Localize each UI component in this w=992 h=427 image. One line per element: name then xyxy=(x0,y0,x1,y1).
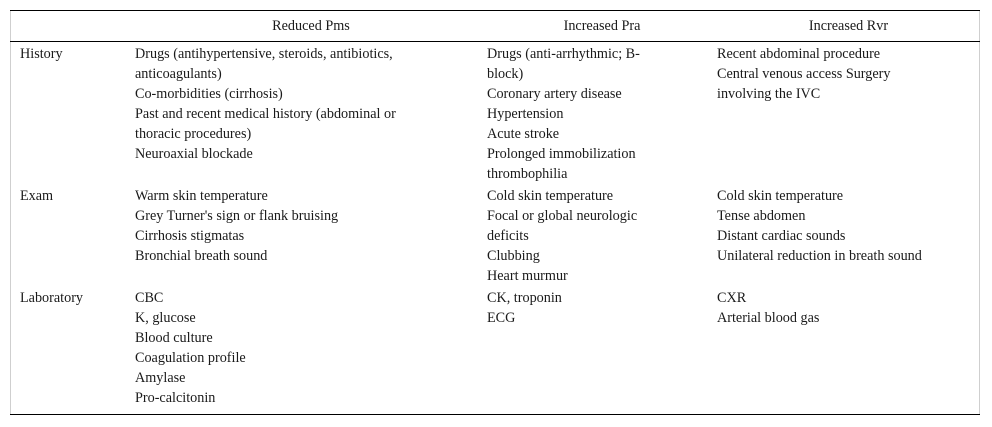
cell-line: K, glucose xyxy=(135,310,196,326)
cell-line: Cirrhosis stigmatas xyxy=(135,228,245,244)
row-exam xyxy=(10,184,980,286)
cell-line: Neuroaxial blockade xyxy=(135,146,253,162)
cell-line: Distant cardiac sounds xyxy=(717,228,846,244)
cell-line: Cold skin temperature xyxy=(487,188,614,204)
cell-line: ECG xyxy=(487,310,516,326)
header-increased-rvr: Increased Rvr xyxy=(808,18,889,34)
cell xyxy=(135,286,487,415)
cell-line: Bronchial breath sound xyxy=(135,248,268,264)
cell-line: Cold skin temperature xyxy=(717,188,844,204)
cell-line: CXR xyxy=(717,290,747,306)
row-laboratory xyxy=(10,286,980,415)
header-row xyxy=(10,11,980,42)
cell-line: Heart murmur xyxy=(487,268,568,284)
cell-line: Acute stroke xyxy=(487,126,560,142)
cell xyxy=(487,286,717,415)
cell-line: Focal or global neurologic xyxy=(487,208,638,224)
cell xyxy=(717,42,980,185)
row-label: Exam xyxy=(20,188,54,204)
cell-line: Tense abdomen xyxy=(717,208,806,224)
cell-line: Coagulation profile xyxy=(135,350,246,366)
cell-line: Coronary artery disease xyxy=(487,86,622,102)
cell-line: Pro-calcitonin xyxy=(135,390,216,406)
row-label: History xyxy=(20,46,63,62)
cell-line: involving the IVC xyxy=(717,86,821,102)
cell-line: Hypertension xyxy=(487,106,564,122)
cell xyxy=(135,184,487,286)
cell-line: Prolonged immobilization xyxy=(487,146,636,162)
cell-line: block) xyxy=(487,66,524,82)
cell xyxy=(717,184,980,286)
cell-line: CK, troponin xyxy=(487,290,562,306)
cell-line: Amylase xyxy=(135,370,186,386)
header-increased-pra: Increased Pra xyxy=(563,18,641,34)
cell xyxy=(487,42,717,185)
cell-line: Co-morbidities (cirrhosis) xyxy=(135,86,283,102)
cell-line: Clubbing xyxy=(487,248,540,264)
cell-line: thoracic procedures) xyxy=(135,126,252,142)
cell-line: Warm skin temperature xyxy=(135,188,268,204)
row-history xyxy=(10,42,980,185)
cell-line: Arterial blood gas xyxy=(717,310,820,326)
cell-line: Past and recent medical history (abdominal or xyxy=(135,106,396,122)
clinical-table xyxy=(10,10,980,415)
cell-line: Recent abdominal procedure xyxy=(717,46,881,62)
cell-line: deficits xyxy=(487,228,529,244)
cell-line: Blood culture xyxy=(135,330,213,346)
header-empty xyxy=(10,11,135,42)
cell-line: Central venous access Surgery xyxy=(717,66,891,82)
cell-line: Drugs (anti-arrhythmic; B- xyxy=(487,46,640,62)
cell-line: Unilateral reduction in breath sound xyxy=(717,248,922,264)
cell-line: thrombophilia xyxy=(487,166,568,182)
cell-line: Grey Turner's sign or flank bruising xyxy=(135,208,339,224)
row-label: Laboratory xyxy=(20,290,84,306)
cell xyxy=(487,184,717,286)
cell xyxy=(717,286,980,415)
cell-line: Drugs (antihypertensive, steroids, antibiotics, xyxy=(135,46,393,62)
cell xyxy=(135,42,487,185)
cell-line: CBC xyxy=(135,290,164,306)
cell-line: anticoagulants) xyxy=(135,66,222,82)
header-reduced-pms: Reduced Pms xyxy=(272,18,350,34)
